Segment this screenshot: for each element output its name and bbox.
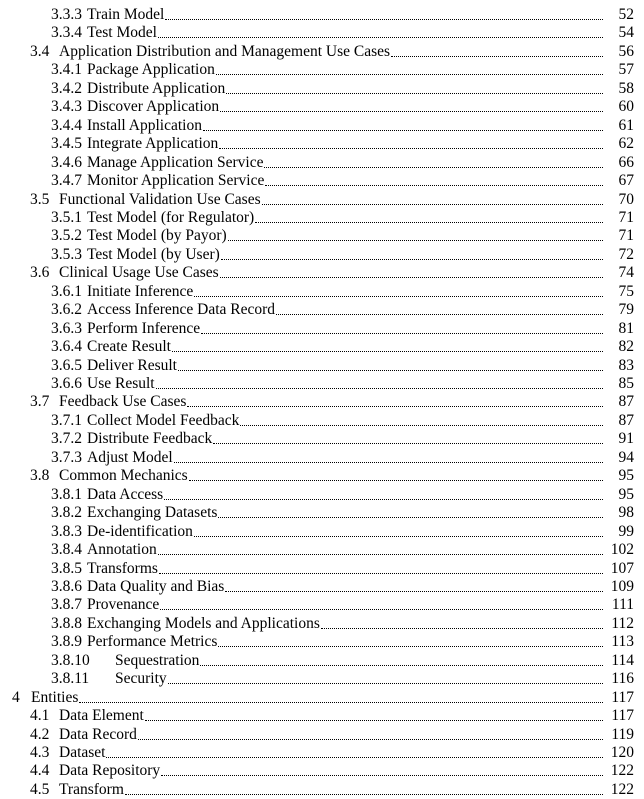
toc-entry-number: 3.6.6 <box>51 375 82 392</box>
toc-entry-page-number[interactable]: 120 <box>610 744 634 761</box>
toc-entry-title[interactable]: Test Model (by User) <box>87 245 220 263</box>
toc-entry-number: 3.4.1 <box>51 61 82 79</box>
dot-leader <box>213 430 603 444</box>
dot-leader <box>221 246 603 260</box>
dot-leader <box>156 375 603 389</box>
toc-entry-number: 3.4.2 <box>51 79 82 97</box>
toc-entry-title[interactable]: Create Result <box>87 338 171 356</box>
toc-entry[interactable] <box>0 61 644 79</box>
toc-entry[interactable] <box>0 172 644 190</box>
toc-entry-page-number[interactable]: 58 <box>618 79 634 97</box>
toc-entry-page-number[interactable]: 71 <box>618 227 634 245</box>
toc-entry-title[interactable]: Test Model <box>87 24 157 42</box>
dot-leader <box>203 117 603 131</box>
toc-entry-number: 3.8.1 <box>51 485 82 503</box>
toc-entry-page-number[interactable]: 57 <box>618 61 634 79</box>
dot-leader <box>262 191 603 205</box>
toc-entry-number: 3.4.4 <box>51 116 82 134</box>
toc-entry-page-number[interactable]: 98 <box>618 504 634 522</box>
toc-entry-title[interactable]: Manage Application Service <box>87 153 264 171</box>
toc-entry[interactable] <box>0 301 644 319</box>
toc-entry[interactable] <box>0 227 644 245</box>
toc-entry-page-number[interactable]: 111 <box>611 596 634 614</box>
dot-leader <box>178 357 603 371</box>
toc-entry-number: 3.5.1 <box>51 208 82 226</box>
toc-entry[interactable] <box>0 615 644 633</box>
toc-entry-number: 3.8.8 <box>51 614 82 632</box>
toc-entry-title[interactable]: Data Access <box>87 485 164 503</box>
toc-entry-number: 4.4 <box>30 762 50 780</box>
toc-entry-title[interactable]: Exchanging Datasets <box>87 504 218 522</box>
dot-leader <box>218 504 603 518</box>
toc-entry-title[interactable]: Data Record <box>59 725 137 743</box>
toc-entry-title[interactable]: Install Application <box>87 116 202 134</box>
dot-leader <box>265 172 603 186</box>
toc-entry-page-number[interactable]: 74 <box>618 264 634 282</box>
toc-entry-number: 3.6.1 <box>51 282 82 300</box>
toc-entry[interactable] <box>0 430 644 448</box>
toc-entry-page-number[interactable]: 117 <box>611 688 634 706</box>
toc-entry[interactable] <box>0 393 644 411</box>
toc-entry-number: 3.5 <box>30 190 50 208</box>
toc-entry-number: 3.8 <box>30 467 50 485</box>
toc-entry-number: 3.8.2 <box>51 504 82 522</box>
toc-entry-title[interactable]: Use Result <box>87 375 155 392</box>
dot-leader <box>194 523 603 537</box>
toc-entry[interactable] <box>0 357 644 375</box>
toc-entry-page-number[interactable]: 56 <box>618 42 634 60</box>
dot-leader <box>200 652 603 666</box>
toc-entry-number: 3.4 <box>30 42 50 60</box>
toc-entry-title[interactable]: De-identification <box>87 522 193 540</box>
toc-entry-page-number[interactable]: 79 <box>618 301 634 319</box>
toc-entry-number: 3.7.3 <box>51 448 82 466</box>
toc-entry[interactable] <box>0 338 644 356</box>
toc-entry-page-number[interactable]: 122 <box>610 780 634 798</box>
dot-leader <box>220 264 603 278</box>
toc-entry-page-number[interactable]: 114 <box>611 651 634 669</box>
toc-entry-title[interactable]: Initiate Inference <box>87 282 194 300</box>
toc-entry-title[interactable]: Deliver Result <box>87 356 177 374</box>
toc-entry[interactable] <box>0 633 644 651</box>
toc-entry-number: 4.2 <box>30 725 50 743</box>
toc-entry-number: 3.3.3 <box>51 6 82 23</box>
dot-leader <box>161 762 603 776</box>
toc-entry[interactable] <box>0 98 644 116</box>
toc-entry[interactable] <box>0 6 644 24</box>
toc-entry-page-number[interactable]: 87 <box>618 411 634 429</box>
toc-entry-number: 3.8.9 <box>51 633 82 651</box>
toc-entry[interactable] <box>0 320 644 338</box>
dot-leader <box>145 707 603 721</box>
toc-entry-number: 3.8.3 <box>51 522 82 540</box>
toc-entry[interactable] <box>0 283 644 301</box>
toc-entry-title[interactable]: Monitor Application Service <box>87 172 265 189</box>
dot-leader <box>189 467 603 481</box>
toc-entry-title[interactable]: Clinical Usage Use Cases <box>59 264 219 282</box>
dot-leader <box>172 338 603 352</box>
toc-entry-page-number[interactable]: 94 <box>618 448 634 466</box>
toc-entry-title[interactable]: Application Distribution and Management Use Cases <box>59 42 391 60</box>
toc-entry[interactable] <box>0 191 644 209</box>
dot-leader <box>276 301 603 315</box>
toc-entry[interactable] <box>0 209 644 227</box>
toc-entry-page-number[interactable]: 75 <box>618 282 634 300</box>
toc-entry-title[interactable]: Exchanging Models and Applications <box>87 614 320 632</box>
dot-leader <box>228 227 603 241</box>
toc-entry-page-number[interactable]: 60 <box>618 98 634 116</box>
toc-entry-number: 3.8.10 <box>51 651 90 669</box>
toc-entry[interactable] <box>0 412 644 430</box>
toc-entry-title[interactable]: Collect Model Feedback <box>87 411 240 429</box>
toc-entry-title[interactable]: Access Inference Data Record <box>87 301 276 319</box>
dot-leader <box>321 615 603 629</box>
toc-entry-page-number[interactable]: 119 <box>611 725 634 743</box>
toc-entry-number: 3.6.5 <box>51 356 82 374</box>
toc-entry-number: 3.8.5 <box>51 559 82 577</box>
toc-entry-page-number[interactable]: 113 <box>611 633 634 651</box>
toc-entry-title[interactable]: Distribute Application <box>87 79 226 97</box>
dot-leader <box>194 283 603 297</box>
dot-leader <box>164 486 603 500</box>
toc-entry-title[interactable]: Annotation <box>87 541 157 558</box>
toc-entry-number: 4.5 <box>30 780 50 798</box>
toc-entry-title[interactable]: Data Repository <box>59 762 161 780</box>
toc-entry[interactable] <box>0 762 644 780</box>
toc-entry[interactable] <box>0 541 644 559</box>
toc-entry[interactable] <box>0 578 644 596</box>
toc-entry-page-number[interactable]: 71 <box>618 208 634 226</box>
toc-entry[interactable] <box>0 523 644 541</box>
toc-entry-number: 4.1 <box>30 707 50 725</box>
toc-entry[interactable] <box>0 781 644 799</box>
toc-entry-page-number[interactable]: 95 <box>618 467 634 485</box>
toc-entry-title[interactable]: Performance Metrics <box>87 633 218 651</box>
toc-entry-number: 3.4.6 <box>51 153 82 171</box>
dot-leader <box>79 689 603 703</box>
toc-entry-page-number[interactable]: 107 <box>610 559 634 577</box>
dot-leader <box>201 320 603 334</box>
toc-entry-page-number[interactable]: 112 <box>611 614 634 632</box>
toc-entry[interactable] <box>0 744 644 762</box>
toc-entry-page-number[interactable]: 83 <box>618 356 634 374</box>
toc-entry-number: 3.8.11 <box>51 670 90 688</box>
toc-entry-page-number[interactable]: 87 <box>618 393 634 411</box>
toc-entry-page-number[interactable]: 72 <box>618 245 634 263</box>
dot-leader <box>138 726 603 740</box>
dot-leader <box>219 135 603 149</box>
toc-entry-page-number[interactable]: 117 <box>611 707 634 725</box>
toc-entry-title[interactable]: Test Model (for Regulator) <box>87 208 255 226</box>
toc-entry[interactable] <box>0 449 644 467</box>
toc-entry-number: 3.6.3 <box>51 319 82 337</box>
toc-entry[interactable] <box>0 80 644 98</box>
toc-entry-title[interactable]: Discover Application <box>87 98 220 116</box>
toc-entry-title[interactable]: Adjust Model <box>87 448 173 466</box>
toc-entry-title[interactable]: Train Model <box>87 6 165 23</box>
dot-leader <box>220 98 603 112</box>
toc-entry-title[interactable]: Dataset <box>59 744 106 761</box>
toc-entry[interactable] <box>0 24 644 42</box>
toc-entry-number: 3.8.4 <box>51 541 82 558</box>
toc-entry-page-number[interactable]: 85 <box>618 375 634 392</box>
toc-entry[interactable] <box>0 246 644 264</box>
toc-entry[interactable] <box>0 596 644 614</box>
toc-entry-number: 3.5.3 <box>51 245 82 263</box>
dot-leader <box>158 24 603 38</box>
toc-entry-title[interactable]: Functional Validation Use Cases <box>59 190 261 208</box>
toc-entry-title[interactable]: Common Mechanics <box>59 467 188 485</box>
toc-entry[interactable] <box>0 43 644 61</box>
dot-leader <box>165 6 603 20</box>
toc-entry-title[interactable]: Package Application <box>87 61 215 79</box>
toc-entry-page-number[interactable]: 99 <box>618 522 634 540</box>
toc-entry[interactable] <box>0 467 644 485</box>
toc-entry-number: 3.4.7 <box>51 172 82 189</box>
toc-entry-number: 3.6.2 <box>51 301 82 319</box>
dot-leader <box>174 449 603 463</box>
toc-entry-title[interactable]: Entities <box>31 688 79 706</box>
toc-entry-page-number[interactable]: 91 <box>618 430 634 448</box>
toc-entry-number: 3.7.1 <box>51 411 82 429</box>
toc-entry[interactable] <box>0 689 644 707</box>
toc-entry-page-number[interactable]: 70 <box>618 190 634 208</box>
toc-entry[interactable] <box>0 135 644 153</box>
toc-entry-number: 3.5.2 <box>51 227 82 245</box>
toc-entry-title[interactable]: Transform <box>59 780 124 798</box>
toc-entry[interactable] <box>0 652 644 670</box>
toc-entry[interactable] <box>0 154 644 172</box>
dot-leader <box>187 393 603 407</box>
toc-entry-page-number[interactable]: 95 <box>618 485 634 503</box>
toc-entry-page-number[interactable]: 116 <box>611 670 634 688</box>
toc-entry[interactable] <box>0 117 644 135</box>
toc-entry-title[interactable]: Security <box>115 670 167 688</box>
toc-entry-number: 3.4.5 <box>51 135 82 153</box>
dot-leader <box>226 80 603 94</box>
toc-entry-number: 3.4.3 <box>51 98 82 116</box>
dot-leader <box>168 670 603 684</box>
toc-entry-number: 4 <box>12 688 20 706</box>
toc-entry-number: 4.3 <box>30 744 50 761</box>
toc-entry-number: 3.7.2 <box>51 430 82 448</box>
toc-entry-page-number[interactable]: 54 <box>618 24 634 42</box>
toc-entry-number: 3.6.4 <box>51 338 82 356</box>
toc-entry-page-number[interactable]: 52 <box>618 6 634 23</box>
toc-entry-number: 3.6 <box>30 264 50 282</box>
toc-entry-title[interactable]: Perform Inference <box>87 319 201 337</box>
dot-leader <box>216 61 603 75</box>
toc-entry-page-number[interactable]: 102 <box>610 541 634 558</box>
toc-entry-number: 3.3.4 <box>51 24 82 42</box>
toc-entry[interactable] <box>0 504 644 522</box>
toc-entry[interactable] <box>0 670 644 688</box>
toc-entry-number: 3.8.7 <box>51 596 82 614</box>
toc-entry[interactable] <box>0 486 644 504</box>
toc-entry-number: 3.7 <box>30 393 50 411</box>
toc-entry-title[interactable]: Feedback Use Cases <box>59 393 187 411</box>
toc-entry[interactable] <box>0 560 644 578</box>
toc-entry-title[interactable]: Data Element <box>59 707 144 725</box>
toc-entry-page-number[interactable]: 81 <box>618 319 634 337</box>
toc-entry-page-number[interactable]: 82 <box>618 338 634 356</box>
dot-leader <box>160 596 603 610</box>
dot-leader <box>391 43 603 57</box>
toc-entry-page-number[interactable]: 122 <box>610 762 634 780</box>
toc-entry[interactable] <box>0 707 644 725</box>
toc-entry-title[interactable]: Transforms <box>87 559 158 577</box>
toc-entry-title[interactable]: Test Model (by Payor) <box>87 227 227 245</box>
dot-leader <box>240 412 603 426</box>
toc-entry-title[interactable]: Integrate Application <box>87 135 219 153</box>
dot-leader <box>159 560 603 574</box>
dot-leader <box>158 541 603 555</box>
toc-entry-title[interactable]: Provenance <box>87 596 160 614</box>
toc-entry-title[interactable]: Distribute Feedback <box>87 430 213 448</box>
toc-entry-title[interactable]: Sequestration <box>115 651 200 669</box>
dot-leader <box>106 744 603 758</box>
toc-entry-number: 3.8.6 <box>51 577 82 595</box>
toc-entry-page-number[interactable]: 67 <box>618 172 634 189</box>
dot-leader <box>125 781 603 795</box>
dot-leader <box>225 578 603 592</box>
toc-entry[interactable] <box>0 726 644 744</box>
toc-entry[interactable] <box>0 375 644 393</box>
toc-entry-title[interactable]: Data Quality and Bias <box>87 577 225 595</box>
toc-entry-page-number[interactable]: 62 <box>618 135 634 153</box>
dot-leader <box>255 209 603 223</box>
toc-entry[interactable] <box>0 264 644 282</box>
dot-leader <box>264 154 603 168</box>
toc-entry-page-number[interactable]: 66 <box>618 153 634 171</box>
toc-entry-page-number[interactable]: 61 <box>618 116 634 134</box>
dot-leader <box>218 633 603 647</box>
toc-entry-page-number[interactable]: 109 <box>610 577 634 595</box>
